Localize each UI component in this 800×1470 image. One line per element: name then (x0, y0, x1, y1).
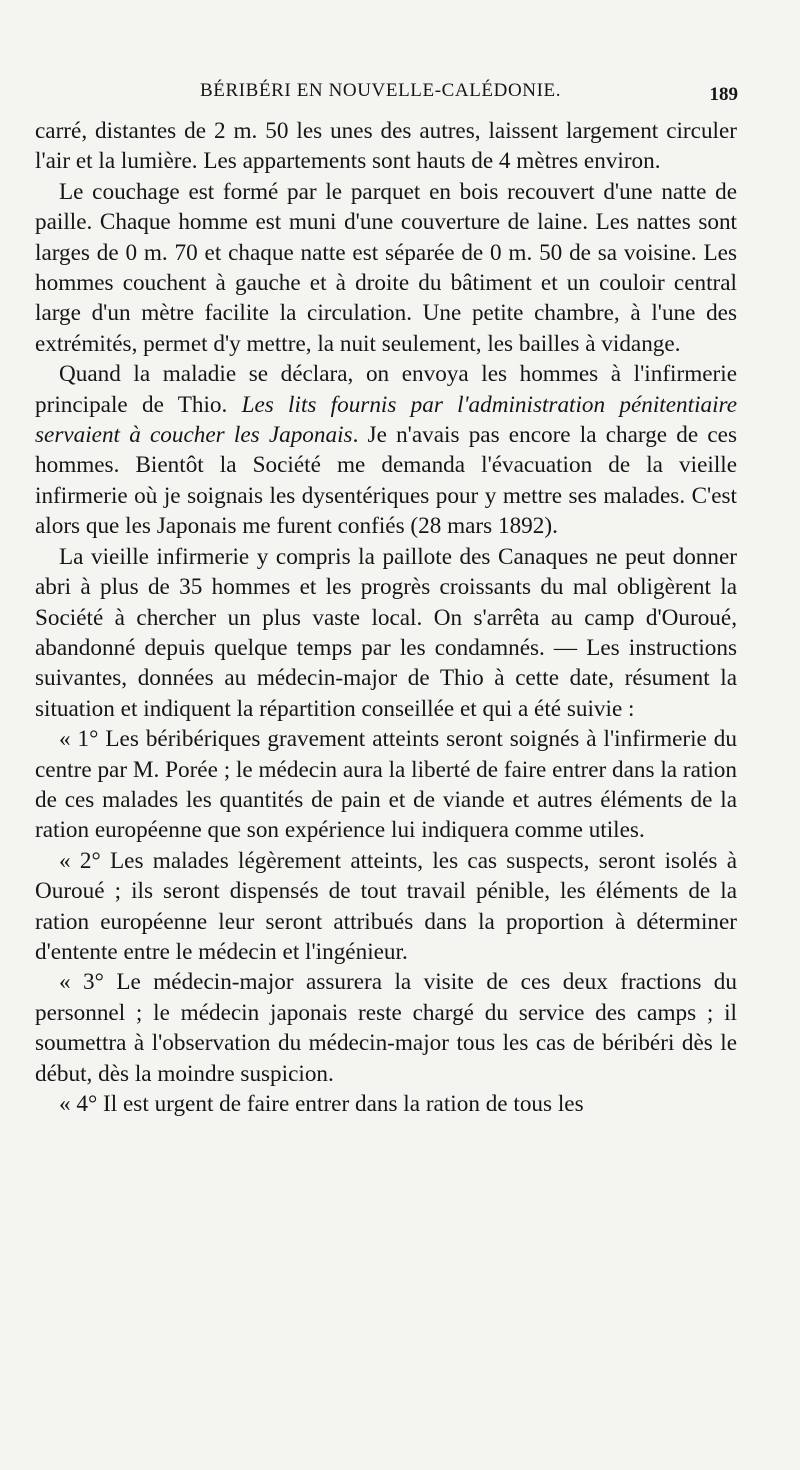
paragraph-text: « 3° Le médecin-major assurera la visite de ces deux fractions du personnel ; le médecin japonais reste chargé du service des camps ; il soumettra à l'observation du médecin-major tous les cas de béribéri dès le début, dès la moindre suspicion. (35, 969, 737, 1087)
paragraph-text: Quand la maladie se déclara, on envoya les hommes à l'infirmerie principale de Thio. (35, 361, 737, 418)
paragraph-text: La vieille infirmerie y compris la paillote des Canaques ne peut donner abri à plus de 35 hommes et les progrès croissants du mal obligèrent la Société à chercher un plus vaste local. On s'arrêta au camp d'Ouroué, abandonné depuis quelque temps par les condamnés. — Les instructions suivantes, données au médecin-major de Thio à cette date, résument la situation et indiquent la répartition conseillée et qui a été suivie : (35, 543, 737, 722)
body-text (35, 116, 737, 1119)
paragraph (35, 724, 737, 846)
paragraph-text: « 2° Les malades légèrement atteints, les cas suspects, seront isolés à Ouroué ; ils seront dispensés de tout travail pénible, les éléments de la ration européenne leur seront attribués dans la proportion à déterminer d'entente entre le médecin et l'ingénieur. (35, 847, 737, 965)
paragraph (35, 846, 737, 968)
paragraph (35, 359, 737, 541)
paragraph-text: . Je n'avais pas encore la charge de ces hommes. Bientôt la Société me demanda l'évacuation de la vieille infirmerie où je soignais les dysentériques pour y mettre ses malades. C'est alors que les Japonais me furent confiés (28 mars 1892). (35, 422, 737, 540)
page-header (0, 80, 800, 114)
paragraph (35, 1089, 737, 1119)
paragraph (35, 177, 737, 359)
paragraph (35, 542, 737, 724)
paragraph-text: carré, distantes de 2 m. 50 les unes des autres, laissent largement circuler l'air et la lumière. Les appartements sont hauts de 4 mètres environ. (35, 118, 737, 175)
paragraph-text: Le couchage est formé par le parquet en bois recouvert d'une natte de paille. Chaque homme est muni d'une couverture de laine. Les nattes sont larges de 0 m. 70 et chaque natte est séparée de 0 m. 50 de sa voisine. Les hommes couchent à gauche et à droite du bâtiment et un couloir central large d'un mètre facilite la circulation. Une petite chambre, à l'une des extrémités, permet d'y mettre, la nuit seulement, les bailles à vidange. (35, 178, 737, 357)
paragraph-text: « 1° Les béribériques gravement atteints seront soignés à l'infirmerie du centre par M. Porée ; le médecin aura la liberté de faire entrer dans la ration de ces malades les quantités de pain et de viande et autres éléments de la ration européenne que son expérience lui indiquera comme utiles. (35, 726, 737, 844)
page-number: 189 (709, 84, 738, 105)
paragraph (35, 116, 737, 177)
running-title: BÉRIBÉRI EN NOUVELLE-CALÉDONIE. (200, 80, 562, 101)
paragraph-text: « 4° Il est urgent de faire entrer dans la ration de tous les (59, 1091, 584, 1117)
italic-emphasis: Les lits fournis par l'administration pénitentiaire servaient à coucher les Japonais (35, 391, 738, 449)
paragraph (35, 967, 737, 1089)
